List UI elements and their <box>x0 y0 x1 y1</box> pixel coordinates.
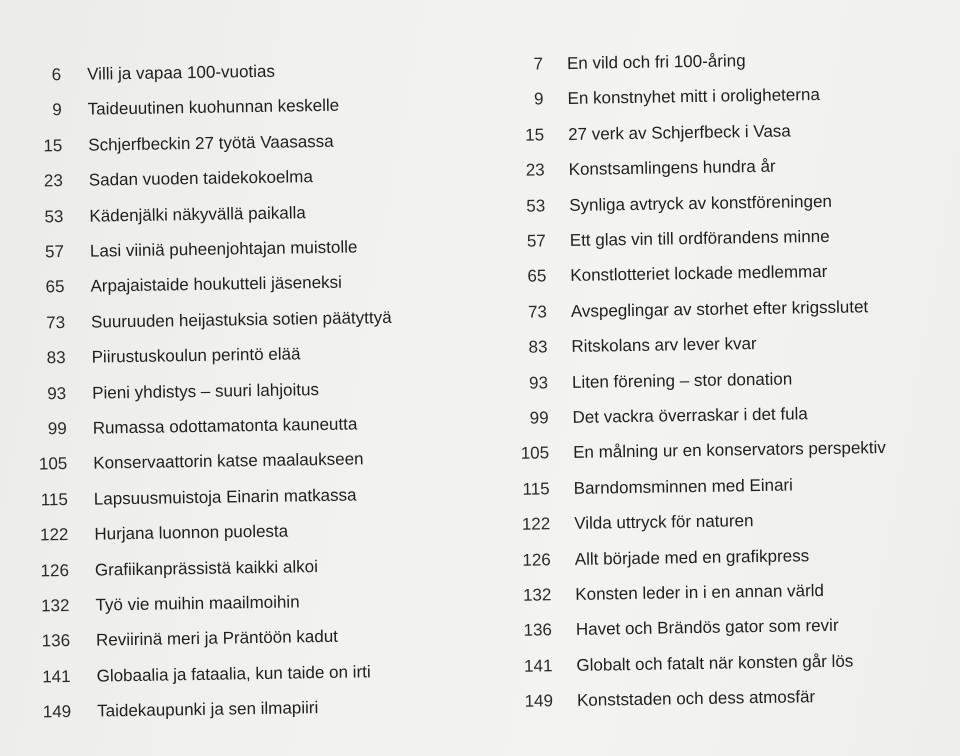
toc-page-number: 122 <box>521 514 551 534</box>
toc-entry-title: Reviirinä meri ja Präntöön kadut <box>95 627 339 650</box>
toc-entry-title: Sadan vuoden taidekokoelma <box>88 167 313 190</box>
toc-page-number: 141 <box>42 666 71 687</box>
toc-entry-title: Konsten leder in i en annan värld <box>575 580 825 604</box>
toc-entry <box>501 48 746 78</box>
toc-page-number: 65 <box>45 277 65 297</box>
toc-entry-title: Globalt och fatalt när konsten går lös <box>576 651 854 675</box>
toc-entry-title: Schjerfbeckin 27 työtä Vaasassa <box>88 131 334 155</box>
toc-entry-title: En konstnyhet mitt i oroligheterna <box>567 85 820 109</box>
toc-entry-title: Havet och Brändös gator som revir <box>575 616 839 640</box>
toc-entry <box>505 331 757 361</box>
toc-entry-title: Liten förening – stor donation <box>571 369 793 392</box>
toc-page-number: 99 <box>47 419 67 439</box>
toc-entry-title: En vild och fri 100-åring <box>566 51 746 73</box>
toc-entry <box>3 200 306 231</box>
toc-page-number: 6 <box>51 65 62 85</box>
toc-entry-title: Avspeglingar av storhet efter krigsslutet <box>570 297 869 321</box>
toc-page-number: 126 <box>522 549 551 570</box>
toc-entry <box>6 377 319 408</box>
toc-entry <box>509 543 810 574</box>
toc-entry-title: Grafiikanprässistä kaikki alkoi <box>94 556 319 580</box>
toc-page-number: 149 <box>42 702 72 722</box>
toc-entry-title: Ritskolans arv lever kvar <box>571 334 757 357</box>
toc-entry <box>510 648 853 679</box>
toc-page-number: 83 <box>46 348 66 368</box>
toc-page-number: 7 <box>533 54 544 74</box>
toc-entry <box>505 294 869 326</box>
toc-entry-title: Konstsamlingens hundra år <box>568 156 776 180</box>
toc-entry-title: Barndomsminnen med Einari <box>573 475 794 498</box>
toc-entry <box>504 224 830 255</box>
toc-page-number: 73 <box>46 312 66 333</box>
toc-page-number: 83 <box>528 337 548 357</box>
toc-entry <box>510 613 839 644</box>
toc-entry <box>502 154 775 184</box>
toc-entry <box>504 259 827 290</box>
toc-page-number: 126 <box>40 560 70 581</box>
toc-entry-title: Ett glas vin till ordförandens minne <box>569 226 830 250</box>
toc-entry <box>509 578 824 609</box>
toc-page-number: 57 <box>44 242 65 262</box>
toc-entry <box>506 366 793 396</box>
toc-page-number: 73 <box>527 302 548 322</box>
toc-entry-title: Villi ja vapaa 100-vuotias <box>87 61 276 84</box>
toc-entry <box>11 695 318 726</box>
toc-entry <box>10 624 338 655</box>
toc-entry <box>7 411 358 443</box>
toc-entry-title: Synliga avtryck av konstföreningen <box>569 191 833 215</box>
toc-page-number: 115 <box>522 479 550 499</box>
toc-entry-title: Konstlotteriet lockade medlemmar <box>570 262 828 286</box>
toc-entry-title: Vilda uttryck för naturen <box>574 511 754 534</box>
toc-entry <box>8 482 357 513</box>
toc-entry <box>503 188 832 219</box>
toc-page-number: 57 <box>526 231 546 251</box>
toc-entry <box>5 342 300 373</box>
toc-entry-title: Suuruuden heijastuksia sotien päätyttyä <box>90 307 392 332</box>
toc-page-number: 15 <box>43 135 63 156</box>
toc-entry <box>508 508 754 538</box>
toc-entry <box>3 164 313 195</box>
toc-entry-title: Rumassa odottamatonta kauneutta <box>92 414 358 438</box>
toc-entry <box>2 93 340 124</box>
toc-page-number: 115 <box>40 489 69 510</box>
toc-entry <box>2 129 334 160</box>
toc-entry <box>9 554 318 585</box>
toc-entry-title: Globaalia ja fataalia, kun taide on irti <box>96 662 371 686</box>
toc-entry-title: Piirustuskoulun perintö elää <box>91 344 301 367</box>
toc-page-number: 93 <box>528 372 549 393</box>
toc-entry-title: Taideuutinen kuohunnan keskelle <box>87 96 340 120</box>
toc-entry <box>511 684 816 715</box>
toc-page-number: 136 <box>523 620 553 641</box>
toc-entry-title: Kädenjälki näkyvällä paikalla <box>89 202 306 226</box>
toc-entry <box>502 118 791 149</box>
toc-entry-title: Konservaattorin katse maalaukseen <box>93 449 364 473</box>
toc-entry <box>5 305 392 337</box>
toc-page-number: 105 <box>520 443 550 464</box>
toc-page-number: 105 <box>38 454 68 474</box>
toc-entry-title: Det vackra överraskar i det fula <box>572 404 808 427</box>
toc-entry <box>7 447 364 479</box>
toc-entry <box>10 659 370 691</box>
toc-entry-title: Allt började med en grafikpress <box>574 545 810 569</box>
toc-entry <box>9 589 299 620</box>
toc-entry-title: 27 verk av Schjerfbeck i Vasa <box>567 121 791 144</box>
toc-page-number: 53 <box>44 206 64 226</box>
toc-page-number: 132 <box>40 595 70 616</box>
toc-entry <box>8 519 288 549</box>
toc-page-number: 93 <box>47 383 67 403</box>
toc-entry <box>507 435 886 467</box>
toc-page-number: 136 <box>41 631 71 651</box>
toc-page-number: 65 <box>527 266 547 286</box>
toc-page-number: 9 <box>52 100 62 120</box>
toc-entry-title: Hurjana luonnon puolesta <box>94 521 289 544</box>
toc-entry-title: Pieni yhdistys – suuri lahjoitus <box>92 379 320 403</box>
toc-entry-title: Lapsuusmuistoja Einarin matkassa <box>93 485 357 509</box>
toc-entry-title: Konststaden och dess atmosfär <box>576 687 816 711</box>
toc-entry <box>1 59 275 89</box>
toc-page-number: 53 <box>526 195 546 216</box>
toc-entry-title: Työ vie muihin maailmoihin <box>95 592 300 615</box>
toc-entry <box>507 472 793 502</box>
toc-page-number: 132 <box>522 585 552 605</box>
toc-page-number: 99 <box>529 408 549 428</box>
toc-page-number: 149 <box>524 691 554 711</box>
toc-entry <box>4 234 358 266</box>
toc-page-number: 23 <box>525 160 545 180</box>
toc-entry-title: En målning ur en konservators perspektiv <box>572 438 886 463</box>
toc-page-number: 9 <box>533 89 544 109</box>
toc-page-number: 141 <box>523 656 553 676</box>
toc-entry <box>506 401 808 432</box>
toc-entry <box>501 82 820 113</box>
toc-entry-title: Taidekaupunki ja sen ilmapiiri <box>97 698 319 721</box>
toc-page-number: 122 <box>39 525 69 545</box>
toc-page-number: 23 <box>43 171 63 191</box>
toc-entry-title: Lasi viiniä puheenjohtajan muistolle <box>89 237 358 261</box>
toc-entry <box>4 270 342 301</box>
toc-page-number: 15 <box>525 125 545 145</box>
toc-entry-title: Arpajaistaide houkutteli jäseneksi <box>90 273 343 297</box>
